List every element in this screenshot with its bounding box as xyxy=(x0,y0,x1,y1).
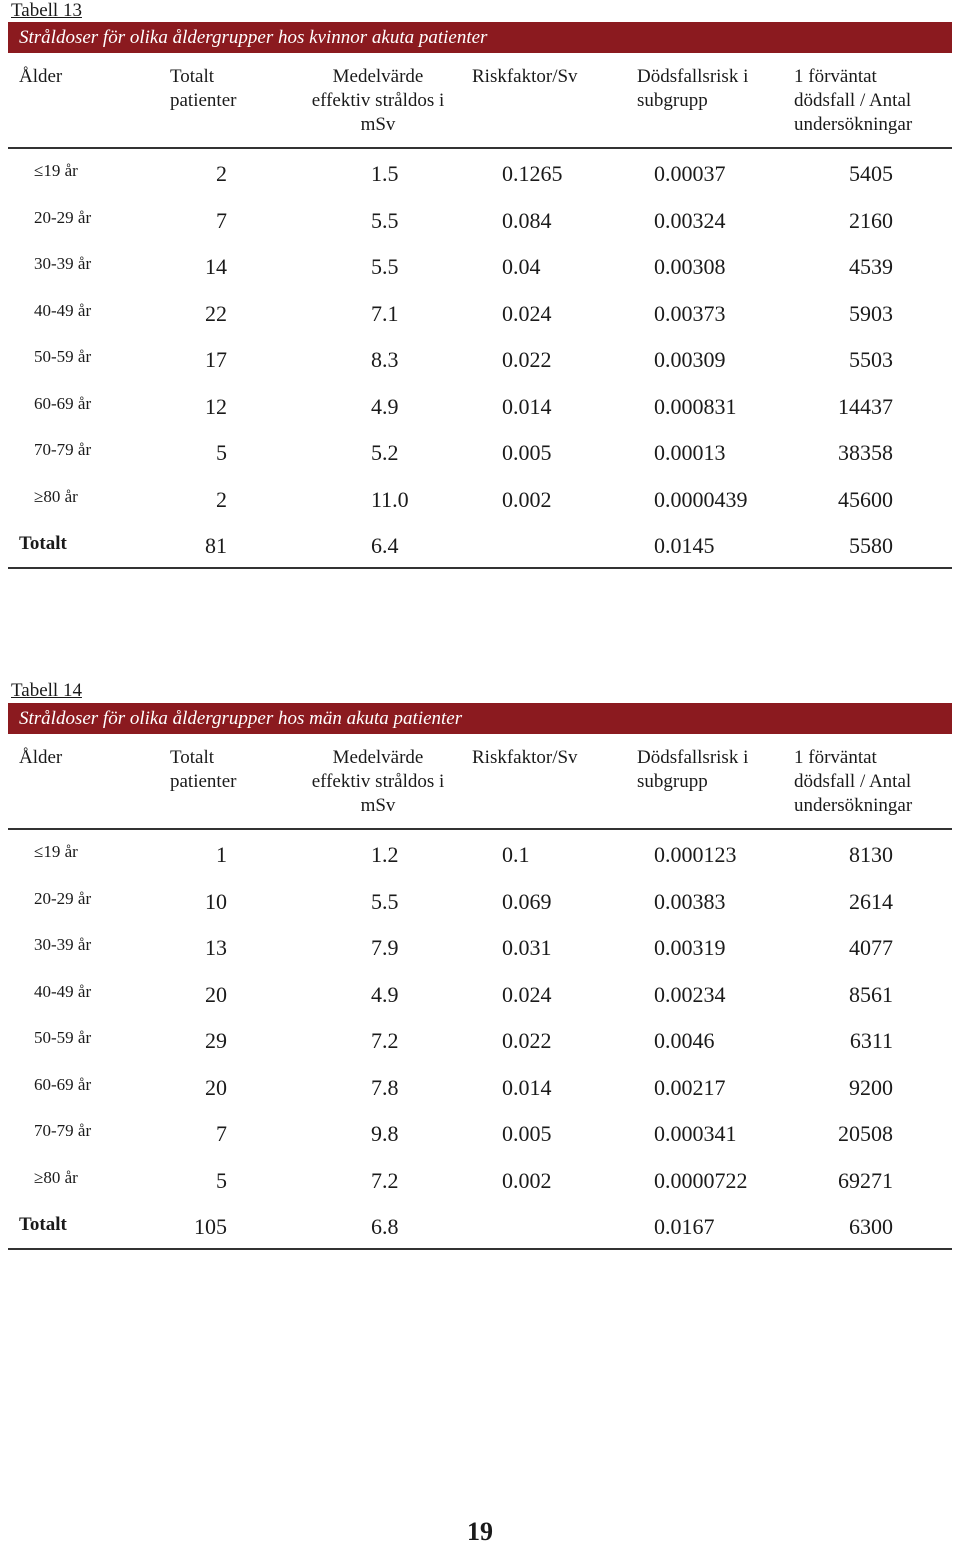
table14-caption: Stråldoser för olika åldergrupper hos män akuta patienter xyxy=(8,703,952,734)
death-risk-cell: 0.00013 xyxy=(654,440,726,465)
risk-factor-cell: 0.005 xyxy=(502,440,552,465)
expected-cell: 45600 xyxy=(838,486,893,512)
expected-cell: 8561 xyxy=(849,981,893,1007)
expected-cell: 9200 xyxy=(849,1074,893,1100)
header-death-risk: Dödsfallsrisk i subgrupp xyxy=(637,747,749,792)
dose-cell: 4.9 xyxy=(371,393,399,419)
header-total: Totalt patienter xyxy=(170,66,237,111)
death-risk-cell: 0.00383 xyxy=(654,888,726,914)
dose-cell: 5.2 xyxy=(371,440,399,465)
risk-factor-cell: 0.022 xyxy=(502,1028,552,1053)
dose-cell: 5.5 xyxy=(371,254,399,279)
age-cell: 30-39 år xyxy=(34,935,92,954)
expected-cell: 4077 xyxy=(849,935,893,960)
table-row xyxy=(8,877,952,923)
age-cell: ≤19 år xyxy=(34,161,78,180)
expected-cell: 69271 xyxy=(838,1167,893,1193)
total-cell: 14 xyxy=(205,254,227,279)
table-row xyxy=(8,382,952,428)
header-age: Ålder xyxy=(19,747,63,768)
table-row xyxy=(8,1063,952,1109)
age-cell: ≤19 år xyxy=(34,842,78,861)
risk-factor-cell: 0.069 xyxy=(502,888,552,914)
total-row xyxy=(8,1202,952,1250)
dose-cell: 5.5 xyxy=(371,207,399,233)
total-cell: 81 xyxy=(205,533,227,558)
header-death-risk: Dödsfallsrisk i subgrupp xyxy=(637,66,749,111)
table-row xyxy=(8,970,952,1016)
total-cell: 12 xyxy=(205,393,227,419)
death-risk-cell: 0.000341 xyxy=(654,1121,737,1146)
age-cell: Totalt xyxy=(19,533,67,554)
table-row xyxy=(8,830,952,876)
total-cell: 5 xyxy=(216,1167,227,1193)
dose-cell: 9.8 xyxy=(371,1121,399,1146)
death-risk-cell: 0.0145 xyxy=(654,533,715,558)
header-expected: 1 förväntat dödsfall / Antal undersökningar xyxy=(794,747,913,816)
dose-cell: 8.3 xyxy=(371,347,399,372)
total-cell: 7 xyxy=(216,207,227,233)
death-risk-cell: 0.00324 xyxy=(654,207,726,233)
total-cell: 1 xyxy=(216,842,227,867)
table-row xyxy=(8,428,952,474)
table-row xyxy=(8,1109,952,1155)
total-row xyxy=(8,521,952,569)
death-risk-cell: 0.00037 xyxy=(654,161,726,186)
age-cell: ≥80 år xyxy=(34,1167,78,1187)
expected-cell: 5903 xyxy=(849,300,893,326)
death-risk-cell: 0.00308 xyxy=(654,254,726,279)
table-row xyxy=(8,289,952,335)
expected-cell: 5580 xyxy=(849,533,893,558)
total-cell: 2 xyxy=(216,486,227,512)
total-cell: 7 xyxy=(216,1121,227,1146)
death-risk-cell: 0.00217 xyxy=(654,1074,726,1100)
death-risk-cell: 0.0167 xyxy=(654,1214,715,1239)
total-cell: 13 xyxy=(205,935,227,960)
risk-factor-cell: 0.031 xyxy=(502,935,552,960)
header-age: Ålder xyxy=(19,66,63,87)
table-row xyxy=(8,149,952,195)
age-cell: ≥80 år xyxy=(34,486,78,506)
table14-header xyxy=(8,734,952,830)
header-dose: Medelvärde effektiv stråldos i mSv xyxy=(311,66,445,135)
risk-factor-cell: 0.002 xyxy=(502,1167,552,1193)
risk-factor-cell: 0.1 xyxy=(502,842,530,867)
header-risk: Riskfaktor/Sv xyxy=(472,66,578,87)
dose-cell: 7.2 xyxy=(371,1167,399,1193)
age-cell: 30-39 år xyxy=(34,254,92,273)
risk-factor-cell: 0.022 xyxy=(502,347,552,372)
table-row xyxy=(8,196,952,242)
death-risk-cell: 0.00319 xyxy=(654,935,726,960)
header-total: Totalt patienter xyxy=(170,747,237,792)
dose-cell: 5.5 xyxy=(371,888,399,914)
total-cell: 17 xyxy=(205,347,227,372)
table-row xyxy=(8,923,952,969)
total-cell: 10 xyxy=(205,888,227,914)
age-cell: 20-29 år xyxy=(34,207,92,227)
dose-cell: 4.9 xyxy=(371,981,399,1007)
age-cell: 60-69 år xyxy=(34,393,92,413)
table13-label: Tabell 13 xyxy=(11,0,82,21)
table13-caption: Stråldoser för olika åldergrupper hos kvinnor akuta patienter xyxy=(8,22,952,53)
total-cell: 20 xyxy=(205,1074,227,1100)
expected-cell: 20508 xyxy=(838,1121,893,1146)
table-row xyxy=(8,335,952,381)
expected-cell: 8130 xyxy=(849,842,893,867)
dose-cell: 11.0 xyxy=(371,486,409,512)
dose-cell: 7.8 xyxy=(371,1074,399,1100)
death-risk-cell: 0.0000722 xyxy=(654,1167,748,1193)
expected-cell: 38358 xyxy=(838,440,893,465)
header-expected: 1 förväntat dödsfall / Antal undersökningar xyxy=(794,66,913,135)
total-cell: 29 xyxy=(205,1028,227,1053)
expected-cell: 6300 xyxy=(849,1214,893,1239)
expected-cell: 6311 xyxy=(849,1028,893,1053)
age-cell: 20-29 år xyxy=(34,888,92,908)
death-risk-cell: 0.000831 xyxy=(654,393,737,419)
risk-factor-cell: 0.024 xyxy=(502,981,552,1007)
total-cell: 105 xyxy=(194,1214,227,1239)
expected-cell: 5405 xyxy=(849,161,893,186)
dose-cell: 7.1 xyxy=(371,300,399,326)
table13-header xyxy=(8,53,952,149)
risk-factor-cell: 0.084 xyxy=(502,207,552,233)
total-cell: 2 xyxy=(216,161,227,186)
header-dose: Medelvärde effektiv stråldos i mSv xyxy=(311,747,445,816)
age-cell: 60-69 år xyxy=(34,1074,92,1094)
death-risk-cell: 0.00373 xyxy=(654,300,726,326)
death-risk-cell: 0.0046 xyxy=(654,1028,715,1053)
risk-factor-cell: 0.04 xyxy=(502,254,541,279)
expected-cell: 2160 xyxy=(849,207,893,233)
expected-cell: 14437 xyxy=(838,393,893,419)
total-cell: 5 xyxy=(216,440,227,465)
dose-cell: 6.8 xyxy=(371,1214,399,1239)
risk-factor-cell: 0.1265 xyxy=(502,161,563,186)
dose-cell: 6.4 xyxy=(371,533,399,558)
age-cell: 40-49 år xyxy=(34,981,92,1001)
expected-cell: 4539 xyxy=(849,254,893,279)
total-cell: 22 xyxy=(205,300,227,326)
death-risk-cell: 0.00309 xyxy=(654,347,726,372)
age-cell: 50-59 år xyxy=(34,347,92,366)
total-cell: 20 xyxy=(205,981,227,1007)
risk-factor-cell: 0.014 xyxy=(502,1074,552,1100)
age-cell: Totalt xyxy=(19,1214,67,1235)
dose-cell: 7.2 xyxy=(371,1028,399,1053)
dose-cell: 7.9 xyxy=(371,935,399,960)
header-risk: Riskfaktor/Sv xyxy=(472,747,578,768)
age-cell: 40-49 år xyxy=(34,300,92,320)
table-row xyxy=(8,475,952,521)
table14-label: Tabell 14 xyxy=(11,680,82,701)
risk-factor-cell: 0.024 xyxy=(502,300,552,326)
risk-factor-cell: 0.014 xyxy=(502,393,552,419)
table-row xyxy=(8,1156,952,1202)
table-row xyxy=(8,242,952,288)
age-cell: 70-79 år xyxy=(34,1121,92,1140)
expected-cell: 5503 xyxy=(849,347,893,372)
risk-factor-cell: 0.005 xyxy=(502,1121,552,1146)
page-number: 19 xyxy=(467,1517,493,1546)
age-cell: 70-79 år xyxy=(34,440,92,459)
dose-cell: 1.2 xyxy=(371,842,399,867)
dose-cell: 1.5 xyxy=(371,161,399,186)
expected-cell: 2614 xyxy=(849,888,893,914)
age-cell: 50-59 år xyxy=(34,1028,92,1047)
death-risk-cell: 0.00234 xyxy=(654,981,726,1007)
risk-factor-cell: 0.002 xyxy=(502,486,552,512)
death-risk-cell: 0.000123 xyxy=(654,842,737,867)
death-risk-cell: 0.0000439 xyxy=(654,486,748,512)
table-row xyxy=(8,1016,952,1062)
